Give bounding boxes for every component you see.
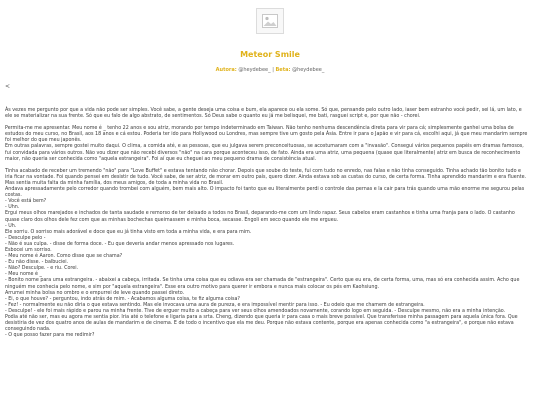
credits-line (0, 67, 540, 73)
image-placeholder-icon (256, 8, 284, 34)
credits-separator: | (272, 67, 274, 73)
story-paragraph: Às vezes me pergunto por que a vida não pode ser simples. Você sabe, a gente deseja uma coisa e bum, ela aparece ou ela some. Só que, pensando pelo outro lado, iaser bem estranho você pedir, sei lá, um lato, e ele se materializar na sua frente. Só que eu falo de algo abstrato, de sentimentos. Só Deus sabe o quanto eu já me belisquei, me bati, rasguei script e, por que não - chorei. (5, 108, 522, 120)
logo-area (0, 8, 540, 40)
back-arrow-icon[interactable]: < (5, 83, 11, 90)
dialogue-line: - Uh. (5, 223, 17, 229)
author-name[interactable]: @heydebee_ (238, 67, 271, 73)
story-paragraph: Ele sorriu. O sorriso mais adorável e doce que eu já tinha visto em toda a minha vida, e era para mim. (5, 229, 252, 235)
dialogue-line: - Meu nome é Aaron. Como disse que se chama? (5, 254, 123, 260)
story-title: Meteor Smile (240, 50, 300, 59)
dialogue-line: - O que posso fazer para me redimir? (5, 333, 95, 339)
dialogue-line: - Desculpe pelo - (5, 235, 46, 241)
dialogue-line: - Eu não disse. - balbuciei. (5, 260, 69, 266)
dialogue-line: - Meu nome é _ (5, 272, 42, 278)
beta-name[interactable]: @heydebee_ (292, 67, 325, 73)
story-paragraph: Andava apressadamente pelo corredor quando trombei com alguém, bem mais alto. O impacto foi tanto que eu literalmente perdi o controle das pernas e la cair para trás quando uma mão enorme me segurou pelas costas. (5, 187, 525, 199)
dialogue-line: - Uhn. (5, 205, 20, 211)
dialogue-line: - Desculpe! - ele foi mais rápido e parou na minha frente. Tive de erguer muito a cabeça para ver seus olhos amendoados novamente, corando logo em seguida. - Desculpe mesmo, não era a minha intenção. (5, 308, 506, 314)
story-paragraph: Arrumei minha bolsa no ombro e o empurrei de leve quando passei direto. (5, 290, 185, 296)
story-paragraph: Tinha acabado de receber um tremendo "não" para "Love Buffet" e estava tentando não chorar. Depois que soube do teste, fui com tudo no enredo, nas falas e não tinha conseguido. Tinha achado tão bonito tudo e iria ficar na vontade. Foi quando pensei em desistir de tudo. Você sabe, de ser atriz, de morar em outro país, quero dizer. Ainda estava sob as custas do curso, de certa forma. Tinha aprendido mandarim e era fluente. Mas sentia muita falta da minha família, dos meus amigos, de toda a minha vida no Brasil. (5, 168, 527, 186)
story-header (0, 0, 540, 73)
author-label: Autora: (215, 67, 237, 73)
dialogue-line: - Ei, o que houve? - perguntou, indo atrás de mim. - Acabamos alguma coisa, te fiz alguma coisa? (5, 296, 240, 302)
story-paragraph: Em outras palavras, sempre gostei muito daqui. O clima, a comida até, e as pessoas, que eu julgava serem preconceituosas, se acostumaram com a "invasão". Consegui vários pequenos papéis em dramas famosos, fui convidada para vários outros. Não vou dizer que não recebi diversos "não" na cara porque aconteceu isso, de fato. Ainda era uma atriz, uma pequena (quase que literalmente) atriz em busca de reconhecimento maior, não queria ser conhecida como "aquela estrangeira". Foi aí que eu cheguei ao meu pequeno drama de consistência atual. (5, 144, 524, 162)
dialogue-line: - Não é sua culpa. - disse de forma doce. - Eu que deveria andar menos apressado nos lugares. (5, 241, 235, 247)
story-paragraph: Podia até não ser, mas eu agora me sentia pior. Iria até o telefone e ligaria para a srta. Cheng, dizendo que queria ir para casa o mais breve possível. Que transferisse minha passagem para aquela única fora. Que desistiria de vez dos quatro anos de aulas de mandarim e de cinema. E de todo o incentivo que ela me deu. Porque não estava contente, porque era apenas conhecida como "a estrangeira", e porque não estava conseguindo nada. (5, 315, 518, 333)
dialogue-line: - Você está bem? (5, 199, 47, 205)
story-paragraph: Permita-me me apresentar. Meu nome é _ tenho 22 anos e sou atriz, morando por tempo indeterminado em Taiwan. Não tenho nenhuma descendência direta para vir para cá; simplesmente ganhei uma bolsa de estudos do meu curso, no Brasil, aos 18 anos e cá estou. Poderia ter ido para Hollywood ou Londres, mas sempre tive um gosto pela Ásia. Entre ir para o Japão e vir para cá, escolhi aqui, já que meu mandarim sempre foi melhor do que meu japonês. (5, 126, 528, 144)
story-body (5, 108, 530, 339)
beta-label: Beta: (275, 67, 291, 73)
dialogue-line: - Bonito nome para uma estrangeira. - abaixei a cabeça, irritada. Se tinha uma coisa que eu odiava era ser chamada de "estrangeira". Certo que eu era, de certa forma, uma, mas só era conhecida assim. Acho que ninguém me conhecia pelo nome, e sim por "aquela estrangeira". Esse era outro motivo para querer ir embora e nunca mais colocar os pés em Kaohsiung. (5, 278, 520, 290)
story-paragraph: Esbocei um sorriso. (5, 247, 52, 253)
dialogue-line: - Fez! - normalmente eu não diria o que estava sentindo. Mas ele invocava uma aura de pureza, e era impossível mentir para isso. - Eu odeio que me chamem de estrangeira. (5, 302, 425, 308)
dialogue-line: - Não? Desculpe. - e riu. Corei. (5, 266, 79, 272)
story-paragraph: Ergui meus olhos marejados e inchados de tanta saudade e remorso de ter deixado a todos no Brasil, deparando-me com um lindo rapaz. Seus cabelos eram castanhos e tinha uma franja para o lado. O castanho quase claro dos olhos dele fez com que as minhas bochechas queimassem e minha boca, secasse. Engoli em seco quando ele me ergueu. (5, 211, 515, 223)
